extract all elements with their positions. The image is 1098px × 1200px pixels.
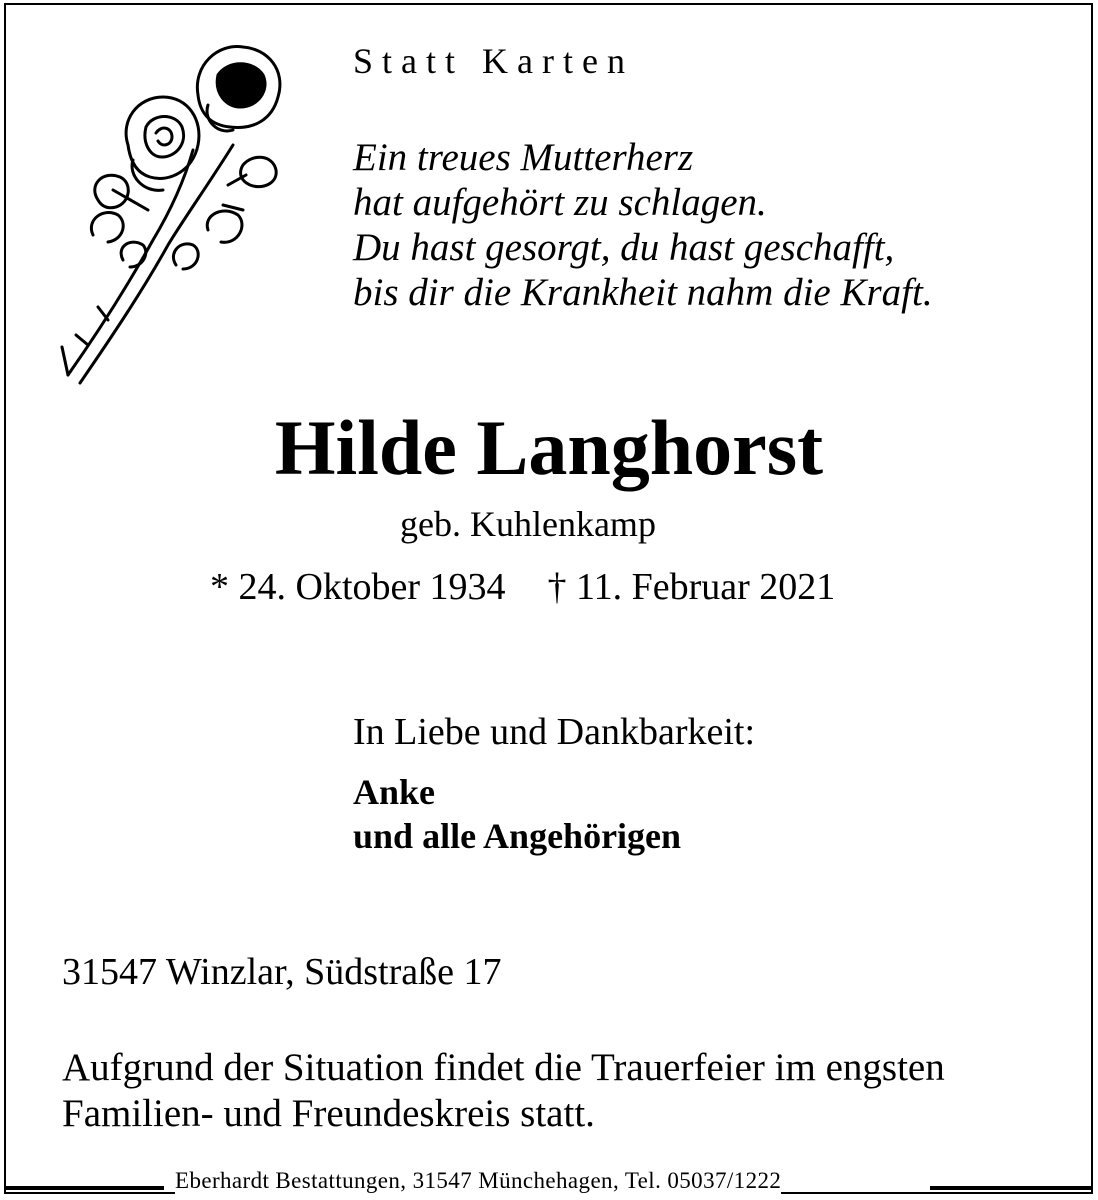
notice-line: Familien- und Freundeskreis statt. <box>62 1092 595 1135</box>
life-dates <box>210 565 835 609</box>
footer-divider <box>930 1186 1093 1190</box>
poem-line: Ein treues Mutterherz <box>353 136 694 179</box>
rose-illustration-icon <box>58 35 288 385</box>
maiden-name: geb. Kuhlenkamp <box>400 504 656 544</box>
death-date: † 11. Februar 2021 <box>547 566 836 608</box>
mourner-name: und alle Angehörigen <box>353 816 682 856</box>
funeral-notice <box>62 1045 945 1137</box>
deceased-name: Hilde Langhorst <box>274 404 824 491</box>
poem <box>353 135 933 315</box>
statt-karten-heading: Statt Karten <box>353 41 634 81</box>
footer-divider <box>4 1186 164 1190</box>
poem-line: Du hast gesorgt, du hast geschafft, <box>353 226 895 269</box>
poem-line: hat aufgehört zu schlagen. <box>353 181 767 224</box>
notice-line: Aufgrund der Situation findet die Trauerfeier im engsten <box>62 1046 945 1089</box>
address: 31547 Winzlar, Südstraße 17 <box>62 951 502 993</box>
mourners-intro: In Liebe und Dankbarkeit: <box>353 711 756 753</box>
poem-line: bis dir die Krankheit nahm die Kraft. <box>353 271 933 314</box>
mourners-list <box>353 770 681 858</box>
undertaker-footer: Eberhardt Bestattungen, 31547 Münchehagen, Tel. 05037/1222 <box>175 1168 782 1193</box>
mourner-name: Anke <box>353 772 436 812</box>
birth-date: * 24. Oktober 1934 <box>210 566 506 608</box>
